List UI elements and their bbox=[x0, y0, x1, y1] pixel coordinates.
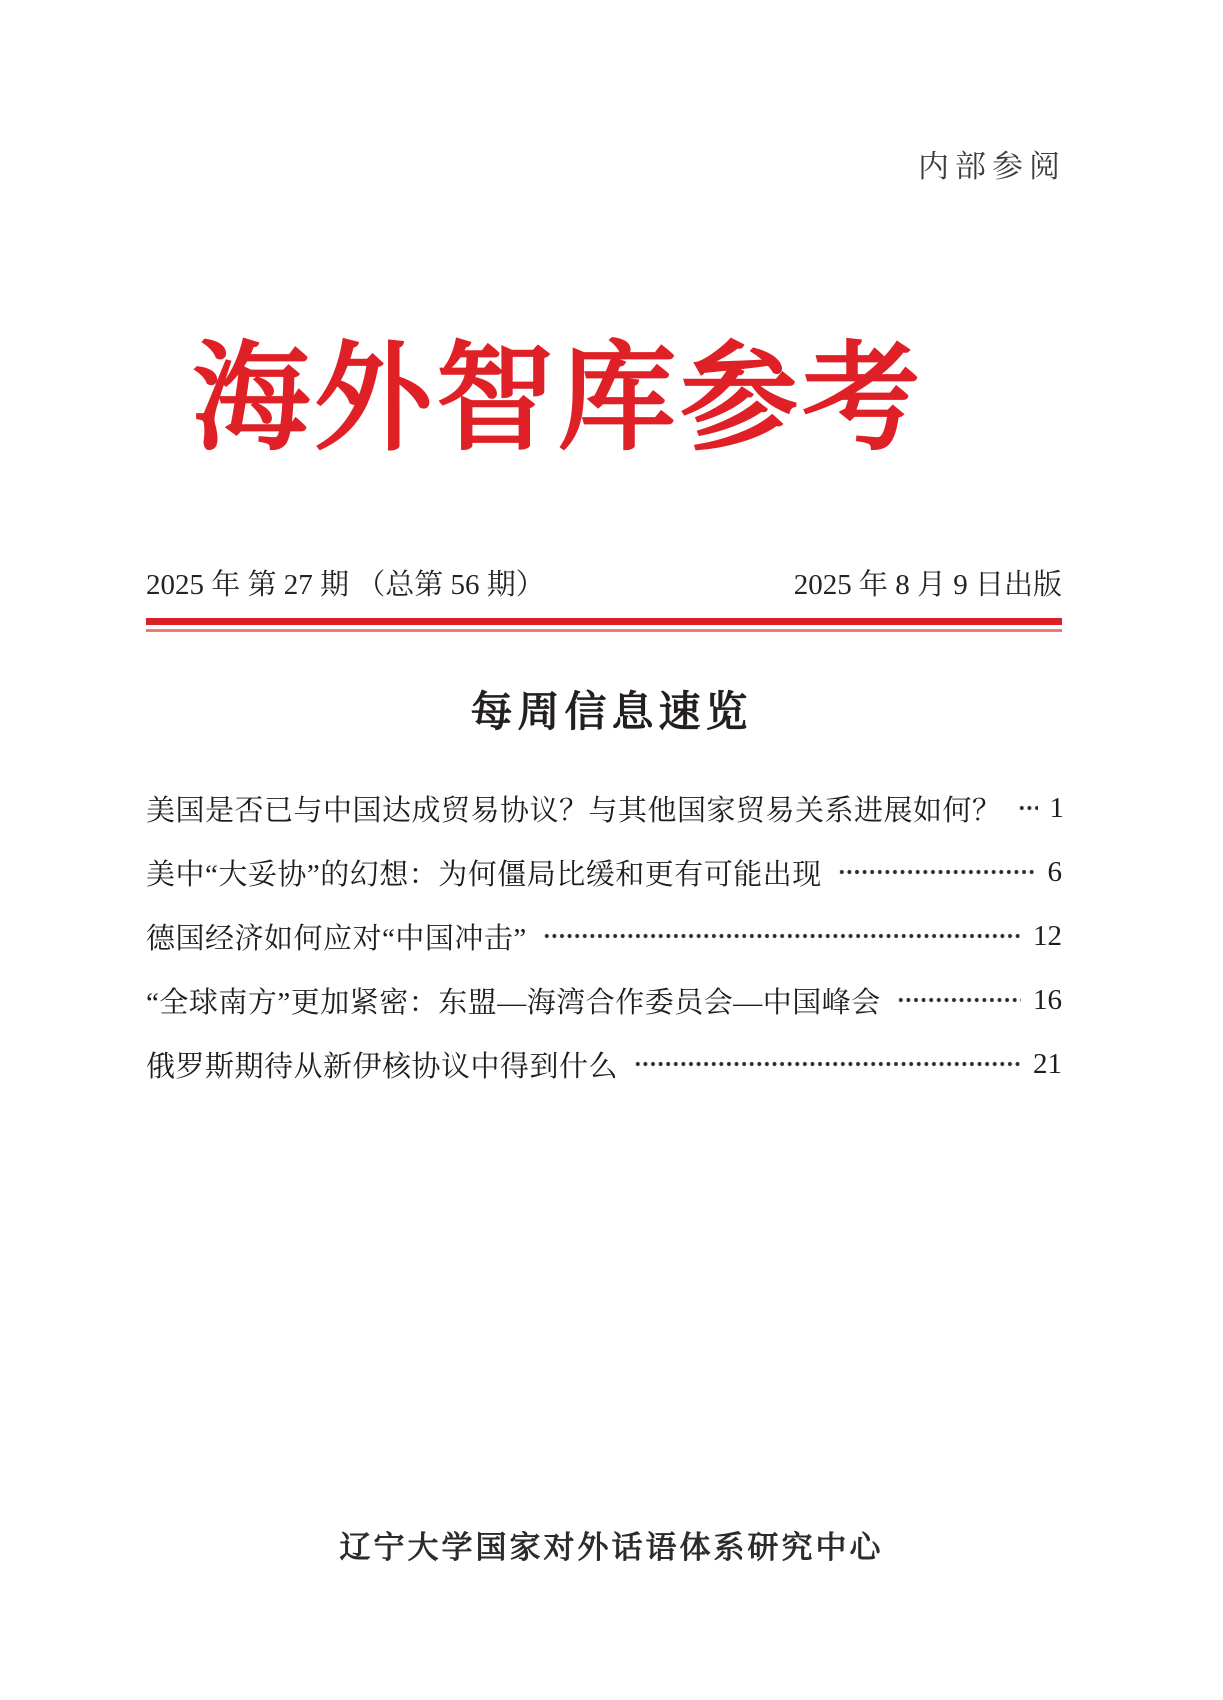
red-rule-thick bbox=[146, 618, 1062, 625]
toc-page-number: 1 bbox=[1049, 791, 1065, 824]
toc-row bbox=[146, 776, 1065, 840]
toc-item-title: 美中“大妥协”的幻想：为何僵局比缓和更有可能出现 bbox=[146, 858, 822, 891]
toc-list bbox=[146, 776, 1065, 1096]
toc-item-title: 俄罗斯期待从新伊核协议中得到什么 bbox=[146, 1050, 619, 1083]
publish-date: 2025 年 8 月 9 日出版 bbox=[793, 569, 1062, 601]
toc-leader-dots bbox=[897, 968, 1021, 1032]
toc-item-title: 美国是否已与中国达成贸易协议？与其他国家贸易关系进展如何？ bbox=[146, 794, 1002, 827]
toc-row bbox=[146, 904, 1062, 968]
toc-row bbox=[146, 1032, 1062, 1096]
toc-page-number: 6 bbox=[1047, 855, 1062, 888]
red-rule-thin bbox=[146, 629, 1062, 632]
toc-item-title: “全球南方”更加紧密：东盟—海湾合作委员会—中国峰会 bbox=[146, 986, 881, 1019]
masthead-title: 海外智库参考 bbox=[192, 334, 925, 465]
toc-leader-dots bbox=[1018, 776, 1038, 840]
toc-row bbox=[146, 840, 1062, 904]
toc-leader-dots bbox=[543, 904, 1021, 968]
toc-row bbox=[146, 968, 1062, 1032]
toc-leader-dots bbox=[634, 1032, 1021, 1096]
toc-item-title: 德国经济如何应对“中国冲击” bbox=[146, 922, 527, 955]
toc-page-number: 12 bbox=[1033, 919, 1062, 952]
issue-number: 2025 年 第 27 期 （总第 56 期） bbox=[146, 569, 545, 601]
toc-page-number: 21 bbox=[1033, 1047, 1062, 1080]
internal-reference-label: 内部参阅 bbox=[918, 149, 1066, 184]
footer-organization-name: 辽宁大学国家对外话语体系研究中心 bbox=[339, 1530, 884, 1565]
issue-info-line bbox=[146, 562, 1062, 603]
toc-leader-dots bbox=[838, 840, 1036, 904]
toc-heading: 每周信息速览 bbox=[470, 688, 753, 735]
toc-page-number: 16 bbox=[1033, 983, 1062, 1016]
